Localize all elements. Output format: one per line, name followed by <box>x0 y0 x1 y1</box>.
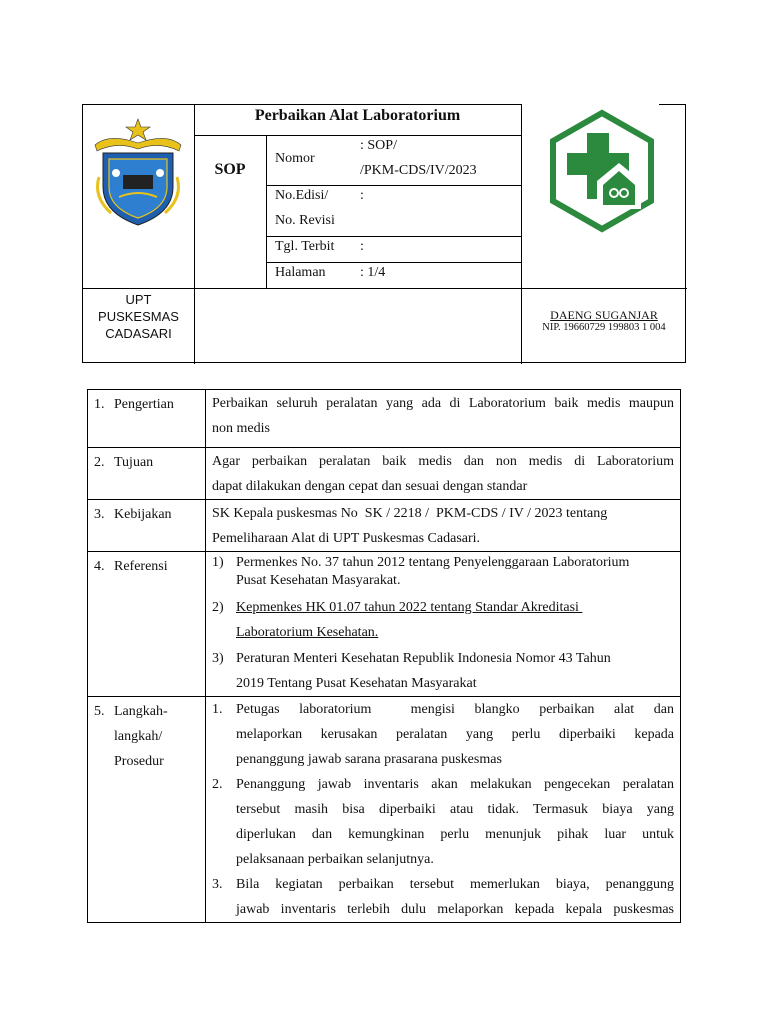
table-row-tujuan <box>88 448 681 500</box>
nomor-label: Nomor <box>275 151 315 166</box>
section-label-line: Langkah- <box>114 704 168 719</box>
edisi-label: No.Edisi/ <box>275 188 329 203</box>
section-number: 1. <box>94 397 105 412</box>
halaman-value: : 1/4 <box>360 265 386 280</box>
table-row-prosedur <box>88 697 681 923</box>
section-label-line: langkah/ <box>114 729 163 744</box>
org-line-3: CADASARI <box>105 326 172 341</box>
section-label-line: Prosedur <box>114 754 164 769</box>
section-text-line: Agar perbaikan peralatan baik medis dan non medis di Laboratorium <box>212 454 674 469</box>
nomor-value-line2: /PKM-CDS/IV/2023 <box>360 163 477 178</box>
list-item: 3) Peraturan Menteri Kesehatan Republik Indonesia Nomor 43 Tahun 2019 Tentang Pusat Kesehatan Masyarakat <box>212 651 611 691</box>
halaman-label: Halaman <box>275 265 326 280</box>
list-item: 2) Kepmenkes HK 01.07 tahun 2022 tentang Standar Akreditasi Laboratorium Kesehatan. <box>212 600 583 640</box>
puskesmas-logo-icon <box>547 109 657 233</box>
section-number: 5. <box>94 704 105 719</box>
sop-header <box>82 104 686 363</box>
revisi-label: No. Revisi <box>275 213 335 228</box>
section-label: Pengertian <box>114 397 174 412</box>
signer-nip: NIP. 19660729 199803 1 004 <box>542 322 666 333</box>
table-row-pengertian <box>88 390 681 448</box>
table-row-referensi <box>88 552 681 697</box>
section-number: 4. <box>94 559 105 574</box>
list-item: 3. Bila kegiatan perbaikan tersebut memerlukan biaya, penanggung jawab inventaris terlebih dulu melaporkan kepada kepala puskesmas <box>212 877 674 917</box>
section-label: Referensi <box>114 559 168 574</box>
regency-crest-icon <box>89 117 187 229</box>
section-number: 2. <box>94 455 105 470</box>
list-item: 2. Penanggung jawab inventaris akan melakukan pengecekan peralatan tersebut masih bisa diperbaiki atau tidak. Termasuk biaya yang diperlukan dan kemungkinan perlu menunjuk pihak luar untuk pelaksanaan perbaikan selanjutnya. <box>212 777 674 867</box>
nomor-value-line1: : SOP/ <box>360 138 397 153</box>
signer-name: DAENG SUGANJAR <box>550 308 658 322</box>
section-text-line: Pemeliharaan Alat di UPT Puskesmas Cadasari. <box>212 531 481 546</box>
list-item: 1) Permenkes No. 37 tahun 2012 tentang Penyelenggaraan Laboratorium Pusat Kesehatan Masyarakat. <box>212 555 630 588</box>
edisi-value: : <box>360 188 364 203</box>
sop-title: Perbaikan Alat Laboratorium <box>254 107 461 124</box>
sop-label: SOP <box>214 161 246 178</box>
list-item: 1. Petugas laboratorium mengisi blangko perbaikan alat dan melaporkan kerusakan peralatan yang perlu diperbaiki kepada penanggung jawab sarana prasarana puskesmas <box>212 702 674 767</box>
section-number: 3. <box>94 507 105 522</box>
section-text-line: Perbaikan seluruh peralatan yang ada di Laboratorium baik medis maupun <box>212 396 674 411</box>
org-line-1: UPT <box>125 292 152 307</box>
section-text-line: dapat dilakukan dengan cepat dan sesuai dengan standar <box>212 479 528 494</box>
section-label: Kebijakan <box>114 507 172 522</box>
tgl-terbit-label: Tgl. Terbit <box>275 239 335 254</box>
org-line-2: PUSKESMAS <box>98 309 179 324</box>
tgl-terbit-value: : <box>360 239 364 254</box>
sop-content-table <box>87 389 681 923</box>
section-text-line: non medis <box>212 421 270 436</box>
section-label: Tujuan <box>114 455 154 470</box>
table-row-kebijakan <box>88 500 681 552</box>
section-text-line: SK Kepala puskesmas No SK / 2218 / PKM-CDS / IV / 2023 tentang <box>212 506 608 521</box>
